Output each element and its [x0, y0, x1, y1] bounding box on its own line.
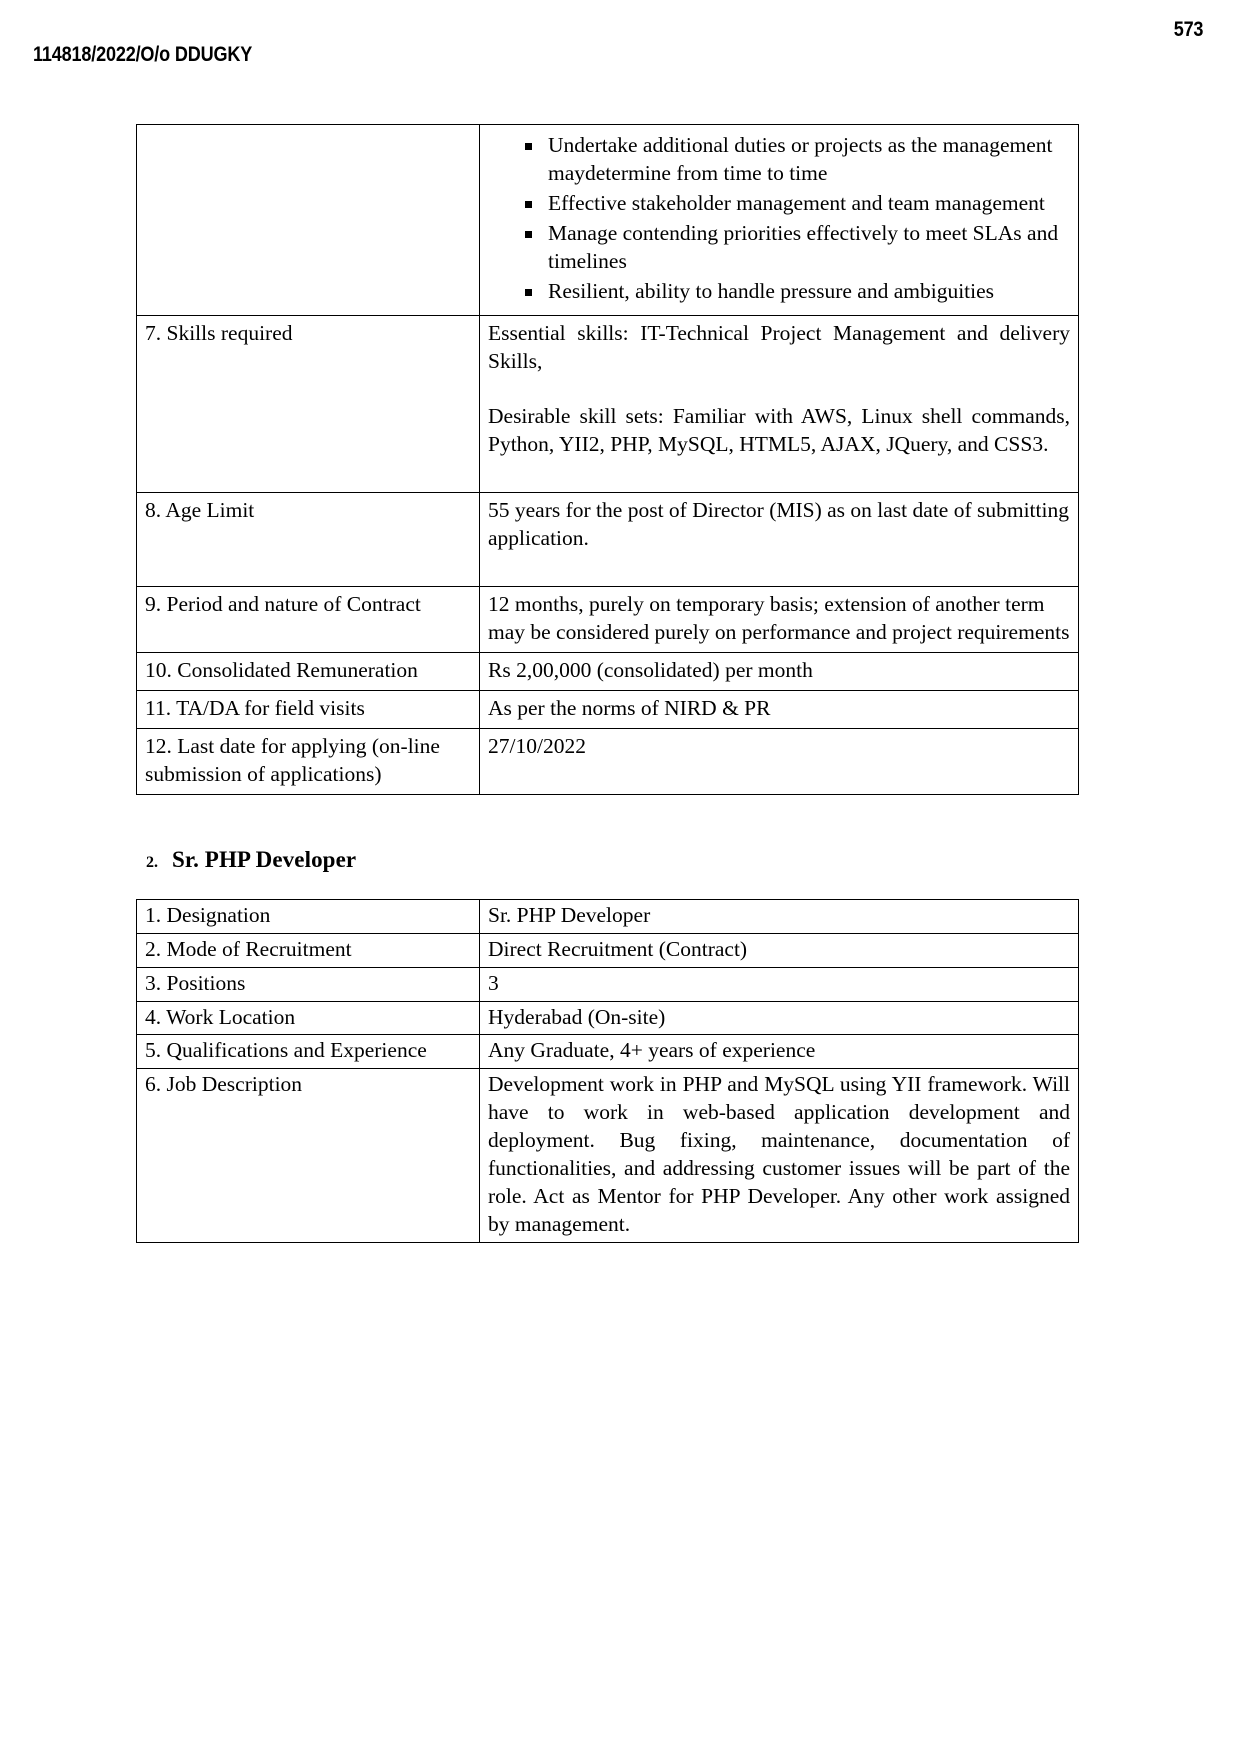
table-row: [137, 315, 1079, 493]
table-row: [137, 899, 1079, 933]
row-label-last-date: 12. Last date for applying (on-line submission of applications): [137, 728, 480, 794]
square-bullet-icon: [525, 201, 532, 208]
table-row: [137, 967, 1079, 1001]
square-bullet-icon: [525, 289, 532, 296]
position-details-table-one: [136, 124, 1079, 795]
section-heading-sr-php-developer: [136, 847, 1044, 873]
continuation-bullets-cell: [480, 125, 1079, 316]
list-item-text: Resilient, ability to handle pressure and ambiguities: [548, 278, 995, 303]
list-item-text: Undertake additional duties or projects as the management maydetermine from time to time: [548, 133, 1053, 185]
table-row: [137, 125, 1079, 316]
row-value-last-date: 27/10/2022: [480, 728, 1079, 794]
row-value-skills-required: [480, 315, 1079, 493]
file-number: 114818/2022/O/o DDUGKY: [33, 43, 253, 66]
page-header: [0, 0, 1241, 90]
list-item: [522, 220, 1070, 276]
paragraph-spacer: [488, 459, 1070, 487]
square-bullet-icon: [525, 231, 532, 238]
row-label-work-location: 4. Work Location: [137, 1001, 480, 1035]
list-item-text: Manage contending priorities effectively to meet SLAs and timelines: [548, 220, 1059, 273]
row-label-qualifications-experience: 5. Qualifications and Experience: [137, 1035, 480, 1069]
table-row: [137, 493, 1079, 587]
row-value-remuneration: Rs 2,00,000 (consolidated) per month: [480, 652, 1079, 690]
continuation-label-cell: [137, 125, 480, 316]
paragraph-spacer: [488, 376, 1070, 404]
table-row: [137, 690, 1079, 728]
row-label-remuneration: 10. Consolidated Remuneration: [137, 652, 480, 690]
paragraph-spacer: [488, 553, 1070, 581]
row-label-positions: 3. Positions: [137, 967, 480, 1001]
row-value-age-limit: [480, 493, 1079, 587]
row-label-ta-da: 11. TA/DA for field visits: [137, 690, 480, 728]
row-label-mode-of-recruitment: 2. Mode of Recruitment: [137, 933, 480, 967]
table-row: [137, 652, 1079, 690]
document-content: [136, 124, 1070, 1243]
table-row: [137, 1035, 1079, 1069]
age-limit-text: 55 years for the post of Director (MIS) as on last date of submitting application.: [488, 498, 1069, 551]
row-value-designation: Sr. PHP Developer: [480, 899, 1079, 933]
row-value-ta-da: As per the norms of NIRD & PR: [480, 690, 1079, 728]
position-details-table-two: [136, 899, 1079, 1243]
folio-number: 573: [1173, 18, 1203, 41]
essential-skills-text: Essential skills: IT-Technical Project Management and delivery Skills,: [488, 320, 1070, 373]
table-row: [137, 933, 1079, 967]
row-value-mode-of-recruitment: Direct Recruitment (Contract): [480, 933, 1079, 967]
table-row: [137, 728, 1079, 794]
row-label-period-contract: 9. Period and nature of Contract: [137, 587, 480, 653]
table-row: [137, 587, 1079, 653]
row-value-job-description: Development work in PHP and MySQL using YII framework. Will have to work in web-based application development and deployment. Bug fixing, maintenance, documentation of functionalities, and addressing customer issues will be part of the role. Act as Mentor for PHP Developer. Any other work assigned by management.: [480, 1069, 1079, 1243]
section-number: 2.: [146, 853, 158, 871]
list-item: [522, 278, 1070, 306]
row-label-job-description: 6. Job Description: [137, 1069, 480, 1243]
row-label-designation: 1. Designation: [137, 899, 480, 933]
responsibilities-bullet-list: [488, 132, 1070, 306]
square-bullet-icon: [525, 143, 532, 150]
row-value-work-location: Hyderabad (On-site): [480, 1001, 1079, 1035]
row-label-skills-required: 7. Skills required: [137, 315, 480, 493]
section-title: Sr. PHP Developer: [172, 846, 357, 872]
list-item: [522, 132, 1070, 188]
row-value-positions: 3: [480, 967, 1079, 1001]
row-value-period-contract: 12 months, purely on temporary basis; extension of another term may be considered purely on performance and project requirements: [480, 587, 1079, 653]
list-item: [522, 190, 1070, 218]
table-row: [137, 1069, 1079, 1243]
table-row: [137, 1001, 1079, 1035]
row-label-age-limit: 8. Age Limit: [137, 493, 480, 587]
desirable-skills-text: Desirable skill sets: Familiar with AWS, Linux shell commands, Python, YII2, PHP, MySQL, HTML5, AJAX, JQuery, and CSS3.: [488, 404, 1070, 457]
row-value-qualifications-experience: Any Graduate, 4+ years of experience: [480, 1035, 1079, 1069]
list-item-text: Effective stakeholder management and team management: [548, 190, 1045, 215]
